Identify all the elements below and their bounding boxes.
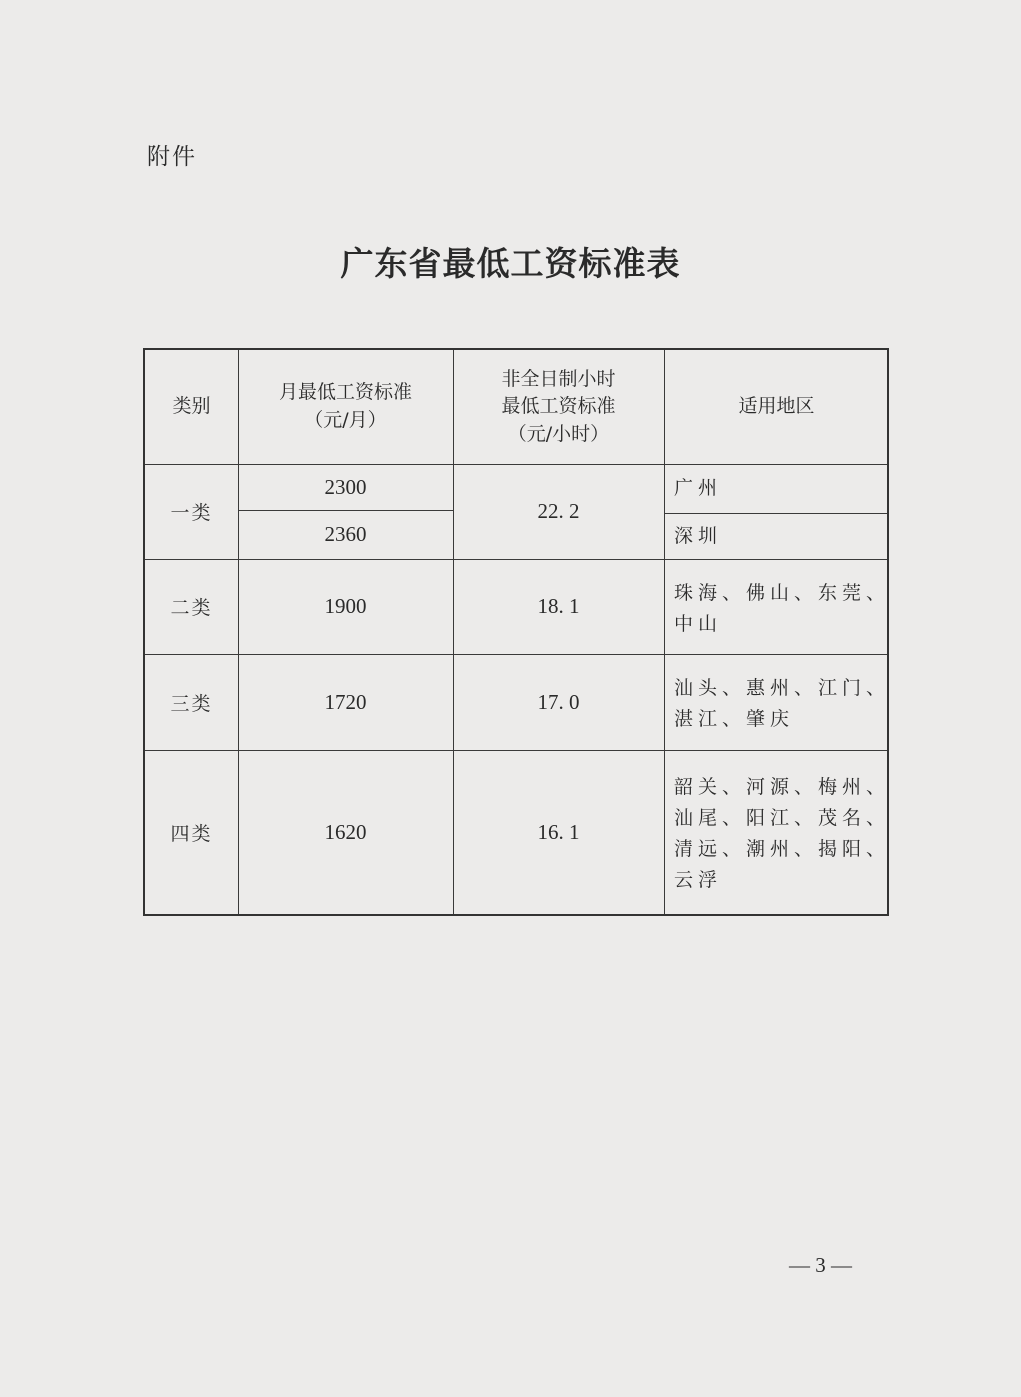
region-line: 清远、潮州、揭阳、: [674, 838, 891, 860]
monthly-wage-cell: 1620: [324, 819, 367, 844]
category-cell: 一类: [170, 502, 213, 524]
region-line: 深圳: [674, 525, 723, 547]
header-monthly-line1: 月最低工资标准: [278, 381, 412, 404]
region-cell: [664, 521, 889, 552]
region-line: 中山: [674, 613, 723, 635]
category-cell: 三类: [170, 692, 213, 715]
header-hourly: [453, 350, 664, 464]
header-monthly: [238, 350, 453, 464]
header-hourly-line3: （元/小时）: [507, 422, 610, 445]
hourly-wage-cell: 22. 2: [537, 499, 580, 523]
document-title: 广东省最低工资标准表: [340, 244, 681, 283]
header-regions: 适用地区: [738, 395, 815, 418]
hourly-wage-cell: 17. 0: [537, 689, 580, 714]
region-line: 湛江、肇庆: [674, 708, 795, 730]
category-cell: 二类: [170, 597, 213, 619]
region-cell: [664, 473, 889, 504]
hourly-wage-cell: 16. 1: [537, 819, 580, 844]
header-monthly-line2: （元/月）: [304, 409, 387, 431]
monthly-wage-cell: 2300: [324, 474, 367, 499]
header-hourly-line2: 最低工资标准: [501, 395, 616, 418]
region-line: 汕尾、阳江、茂名、: [674, 807, 891, 829]
category-cell: 四类: [170, 822, 213, 845]
monthly-wage-cell: 1720: [324, 689, 367, 714]
monthly-wage-cell: 2360: [324, 522, 367, 546]
region-line: 珠海、佛山、东莞、: [674, 582, 891, 604]
region-line: 广州: [674, 477, 723, 499]
region-cell: [664, 578, 889, 640]
minimum-wage-table: [143, 348, 889, 916]
header-category: 类别: [172, 395, 211, 418]
region-line: 云浮: [674, 869, 723, 891]
region-cell: [664, 673, 889, 735]
header-hourly-line1: 非全日制小时: [501, 367, 616, 390]
region-line: 韶关、河源、梅州、: [674, 776, 891, 798]
hourly-wage-cell: 18. 1: [537, 594, 580, 618]
monthly-wage-cell: 1900: [324, 594, 367, 618]
page-number: — 3 —: [789, 1253, 852, 1277]
row-divider: [664, 513, 887, 514]
region-line: 汕头、惠州、江门、: [674, 677, 891, 699]
region-cell: [664, 772, 889, 896]
attachment-label: 附件: [147, 144, 197, 170]
